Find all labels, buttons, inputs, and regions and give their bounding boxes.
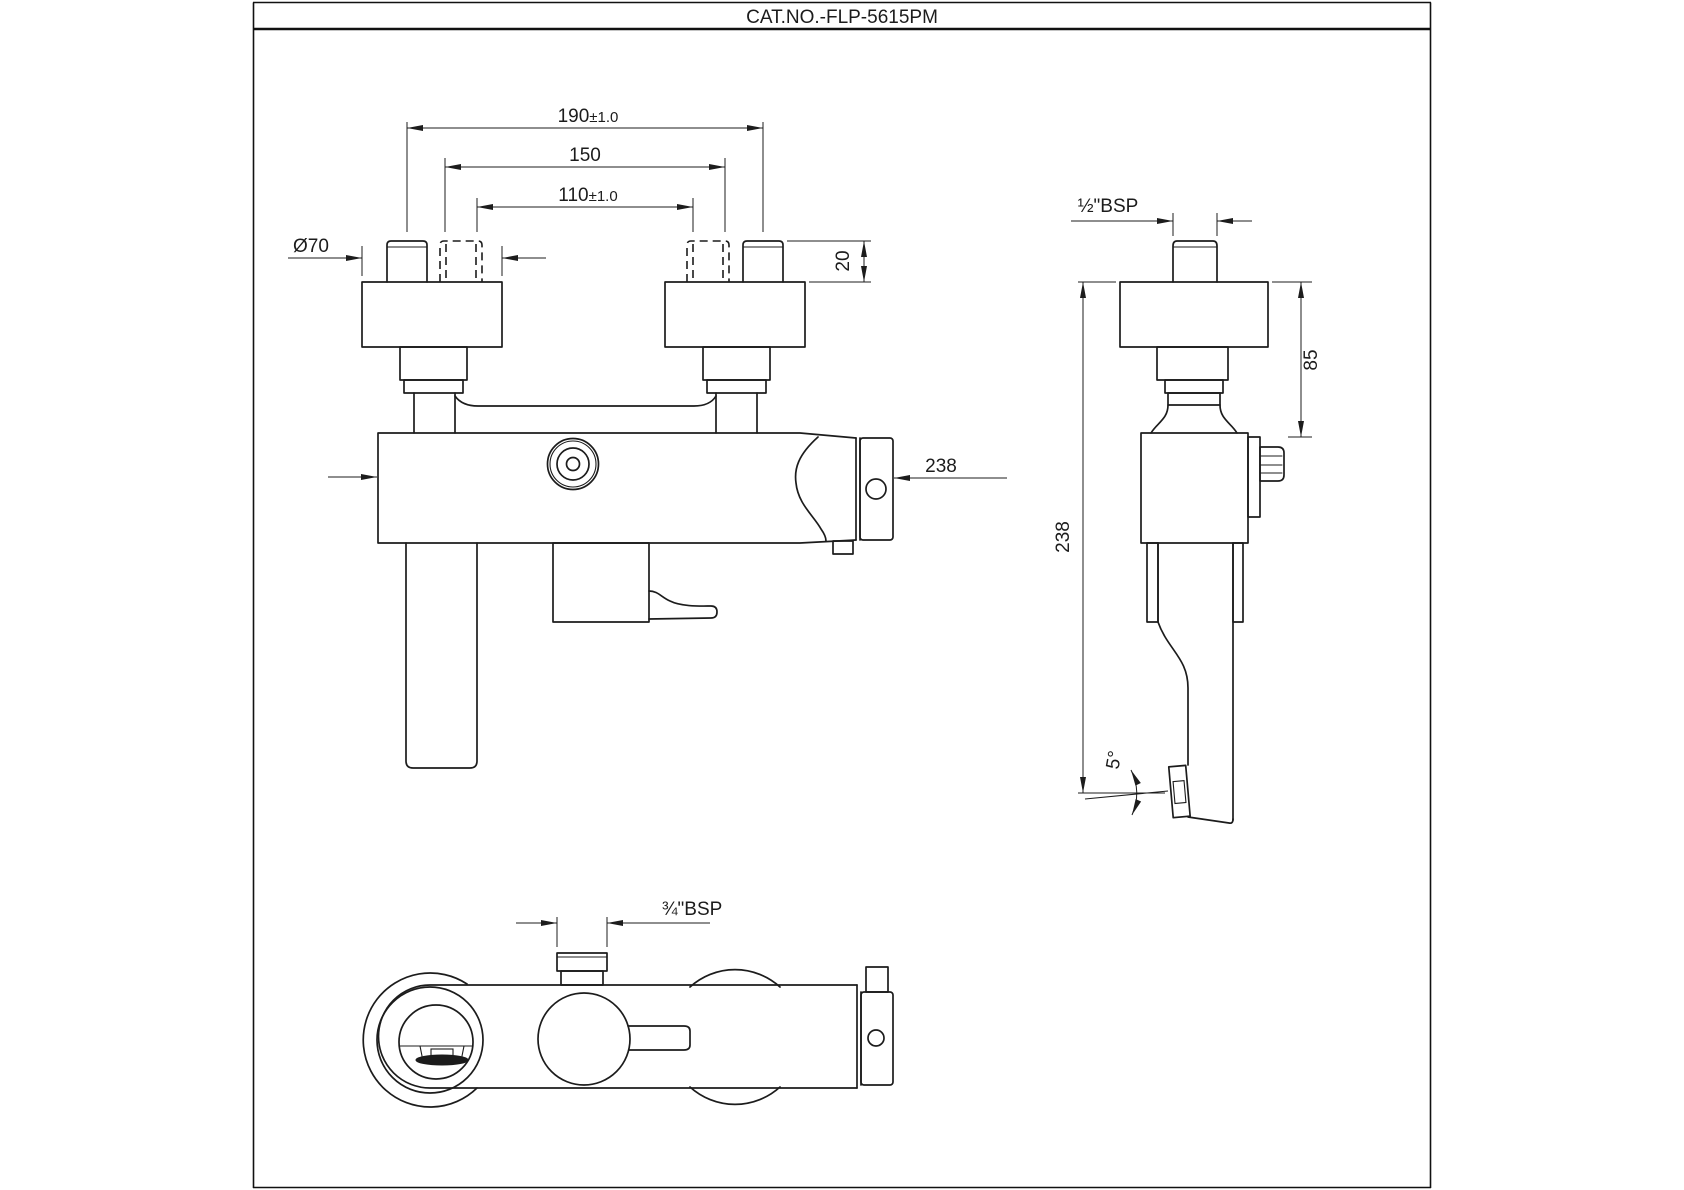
front-view [288, 106, 1007, 768]
dim-dia70-label: Ø70 [293, 236, 329, 257]
side-spout [1147, 543, 1243, 823]
dim-238-front-label: 238 [925, 456, 957, 477]
bottom-outlet-stub [557, 953, 607, 985]
side-inlet-assembly [1120, 241, 1268, 433]
dim-threequarter-bsp-label: ¾"BSP [661, 899, 723, 920]
dim-110-label: 110±1.0 [558, 185, 618, 206]
front-mixer-body [378, 433, 893, 554]
dim-5deg-label: 5° [1102, 749, 1127, 771]
drawing-title: CAT.NO.-FLP-5615PM [746, 7, 938, 28]
front-inlet-pipes [387, 241, 783, 282]
front-dia70-dimension [288, 236, 546, 276]
front-top-dimensions [407, 106, 763, 232]
side-d85-dimension [1272, 282, 1322, 437]
dim-150-label: 150 [569, 145, 601, 166]
bottom-body [379, 967, 894, 1088]
side-bsp-dimension [1071, 196, 1252, 236]
dim-20-label: 20 [833, 250, 854, 272]
dim-half-bsp-label: ½"BSP [1077, 196, 1139, 217]
bottom-flange-circles [363, 970, 780, 1107]
front-wall-flanges [362, 282, 805, 433]
side-d238-dimension [1053, 282, 1116, 793]
sheet-frame [253, 3, 1431, 1189]
bottom-spout-aerator [377, 987, 483, 1093]
bottom-handle [538, 993, 690, 1085]
front-d238-dimension [328, 456, 1007, 478]
front-lever-handle [553, 543, 717, 622]
bottom-bsp-dimension [516, 899, 722, 947]
side-angle-dimension [1078, 749, 1168, 815]
dim-85-label: 85 [1301, 349, 1322, 371]
side-body [1141, 433, 1284, 543]
aerator-mesh [416, 1055, 468, 1065]
dim-238-side-label: 238 [1053, 521, 1074, 553]
bottom-view [363, 899, 893, 1107]
front-d20-dimension [787, 241, 871, 282]
side-view [1053, 196, 1322, 823]
dim-190-label: 190±1.0 [557, 106, 619, 127]
front-spout [406, 543, 477, 768]
